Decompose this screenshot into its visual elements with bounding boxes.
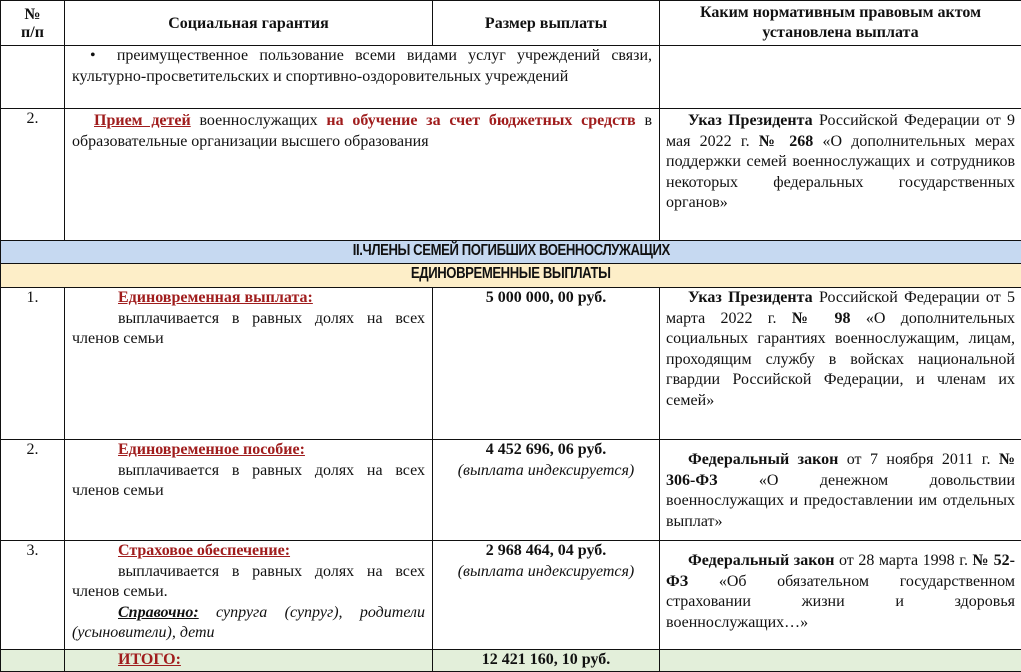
header-act: Каким нормативным правовым актом установлена выплата <box>660 1 1021 46</box>
table-row-continuation <box>1 46 1021 109</box>
total-label: ИТОГО: <box>118 651 181 668</box>
payment-title: Страховое обеспечение: <box>118 542 290 559</box>
act-type: Указ Президента <box>688 289 813 306</box>
cell-act <box>660 109 1021 241</box>
payment-amount: 5 000 000, 00 руб. <box>439 288 653 309</box>
act-text: от 28 марта 1998 г. <box>834 552 972 569</box>
cell-amount <box>433 440 660 541</box>
payment-description: выплачивается в равных долях на всех членов семьи. <box>72 562 425 603</box>
education-title: Прием детей <box>94 112 191 129</box>
act-number: № 306-ФЗ <box>666 451 1015 489</box>
cell-act <box>660 650 1021 672</box>
total-row <box>1 650 1021 672</box>
act-title: «О дополнительных социальных гарантиях военнослужащим, лицам, проходящим службу в войсках национальной гвардии Российской Федерации, и членам их семей» <box>666 310 1015 409</box>
header-guarantee: Социальная гарантия <box>65 1 433 46</box>
payment-indexation-note: (выплата индексируется) <box>439 461 653 482</box>
act-type: Федеральный закон <box>688 451 838 468</box>
act-type: Указ Президента <box>688 112 813 129</box>
act-title: «О дополнительных мерах поддержки семей военнослужащих и сотрудников некоторых федеральных государственных органов» <box>666 133 1015 212</box>
total-amount: 12 421 160, 10 руб. <box>482 651 610 668</box>
section-title-row <box>1 241 1021 264</box>
cell-num: 1. <box>1 288 65 440</box>
cell-total-label <box>65 650 433 672</box>
cell-guarantee <box>65 440 433 541</box>
education-tail: в образовательные организации высшего образования <box>72 112 652 150</box>
subsection-title-row <box>1 264 1021 288</box>
cell-num: 2. <box>1 440 65 541</box>
cell-act <box>660 46 1021 109</box>
act-title: «О денежном довольствии военнослужащих и предоставлении им отдельных выплат» <box>666 472 1015 530</box>
act-number: № 98 <box>792 310 851 327</box>
header-num <box>1 1 65 46</box>
reference-text: супруга (супруг), родители (усыновители), дети <box>72 604 425 642</box>
table-row <box>1 541 1021 650</box>
header-amount: Размер выплаты <box>433 1 660 46</box>
header-num-line2: п/п <box>21 24 44 41</box>
payment-title: Единовременное пособие: <box>118 441 305 458</box>
subsection-title: ЕДИНОВРЕМЕННЫЕ ВЫПЛАТЫ <box>411 264 611 285</box>
education-highlight: на обучение за счет бюджетных средств <box>326 112 635 129</box>
cell-num: 3. <box>1 541 65 650</box>
reference-label: Справочно: <box>118 604 199 621</box>
cell-num: 2. <box>1 109 65 241</box>
table-row <box>1 288 1021 440</box>
act-number: № 268 <box>759 133 813 150</box>
payment-title: Единовременная выплата: <box>118 289 313 306</box>
education-mid: военнослужащих <box>191 112 327 129</box>
cell-guarantee <box>65 109 660 241</box>
payment-indexation-note: (выплата индексируется) <box>439 562 653 583</box>
act-type: Федеральный закон <box>688 552 834 569</box>
payment-description: выплачивается в равных долях на всех членов семьи <box>72 309 425 350</box>
act-text: Российской Федерации от 9 мая 2022 г. <box>666 112 1015 150</box>
section-title: II.ЧЛЕНЫ СЕМЕЙ ПОГИБШИХ ВОЕННОСЛУЖАЩИХ <box>352 241 669 262</box>
cell-amount <box>433 541 660 650</box>
table-row <box>1 440 1021 541</box>
payment-amount: 4 452 696, 06 руб. <box>439 440 653 461</box>
act-number: № 52-ФЗ <box>666 552 1015 590</box>
cell-total-amount <box>433 650 660 672</box>
cell-guarantee <box>65 46 660 109</box>
bullet-icon: • <box>72 47 96 64</box>
cell-guarantee <box>65 288 433 440</box>
act-title: «Об обязательном государственном страховании жизни и здоровья военнослужащих…» <box>666 573 1015 631</box>
payment-amount: 2 968 464, 04 руб. <box>439 541 653 562</box>
continuation-text: преимущественное пользование всеми видами услуг учреждений связи, культурно-просветительских и спортивно-оздоровительных учреждений <box>72 47 652 85</box>
cell-num <box>1 46 65 109</box>
payment-description: выплачивается в равных долях на всех членов семьи <box>72 461 425 502</box>
act-text: от 7 ноября 2011 г. <box>838 451 999 468</box>
cell-amount <box>433 288 660 440</box>
cell-act <box>660 440 1021 541</box>
cell-num <box>1 650 65 672</box>
cell-guarantee <box>65 541 433 650</box>
header-num-line1: № <box>24 6 40 23</box>
act-text: Российской Федерации от 5 марта 2022 г. <box>666 289 1015 327</box>
table-row-education <box>1 109 1021 241</box>
cell-act <box>660 288 1021 440</box>
table-header-row <box>1 1 1021 46</box>
cell-act <box>660 541 1021 650</box>
